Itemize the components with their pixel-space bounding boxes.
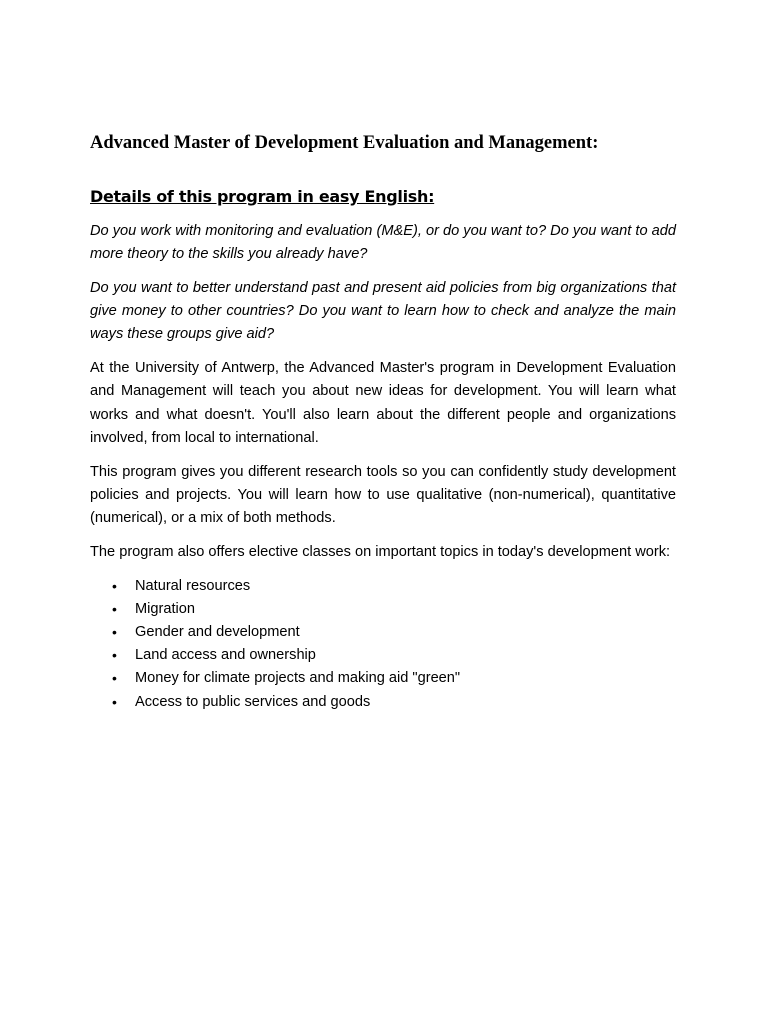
list-item [90,575,676,598]
bullet-icon: • [112,693,117,710]
list-item-label: Migration [135,600,196,617]
list-item [90,621,676,644]
body-paragraph-1: At the University of Antwerp, the Advanced Master's program in Development Evaluation and Management will teach you about new ideas for development. You will learn what works and what doesn't. You'll also learn about the different people and organizations involved, from local to international. [90,360,676,446]
list-item-label: Natural resources [135,577,251,594]
list-item-label: Access to public services and goods [135,693,371,710]
intro-paragraph-1: Do you work with monitoring and evaluation (M&E), or do you want to? Do you want to add more theory to the skills you already have? [90,223,676,263]
list-item [90,598,676,621]
list-item [90,644,676,667]
document-subtitle: Details of this program in easy English: [90,187,435,206]
bullet-icon: • [112,624,117,641]
body-paragraph-3: The program also offers elective classes on important topics in today's development work: [90,543,671,560]
intro-paragraph-2: Do you want to better understand past and present aid policies from big organizations that give money to other countries? Do you want to learn how to check and analyze the main ways these groups give aid? [90,280,676,343]
bullet-icon: • [112,577,117,594]
document-title: Advanced Master of Development Evaluation and Management: [90,133,599,153]
list-item-label: Land access and ownership [135,647,316,664]
document-page [90,128,676,714]
list-item [90,667,676,690]
elective-topics-list [90,575,676,714]
list-item-label: Money for climate projects and making aid "green" [135,670,461,687]
bullet-icon: • [112,600,117,617]
bullet-icon: • [112,670,117,687]
bullet-icon: • [112,647,117,664]
body-paragraph-2: This program gives you different research tools so you can confidently study development policies and projects. You will learn how to use qualitative (non-numerical), quantitative (numerical), or a mix of both methods. [90,463,676,527]
list-item [90,691,676,714]
list-item-label: Gender and development [135,624,300,641]
